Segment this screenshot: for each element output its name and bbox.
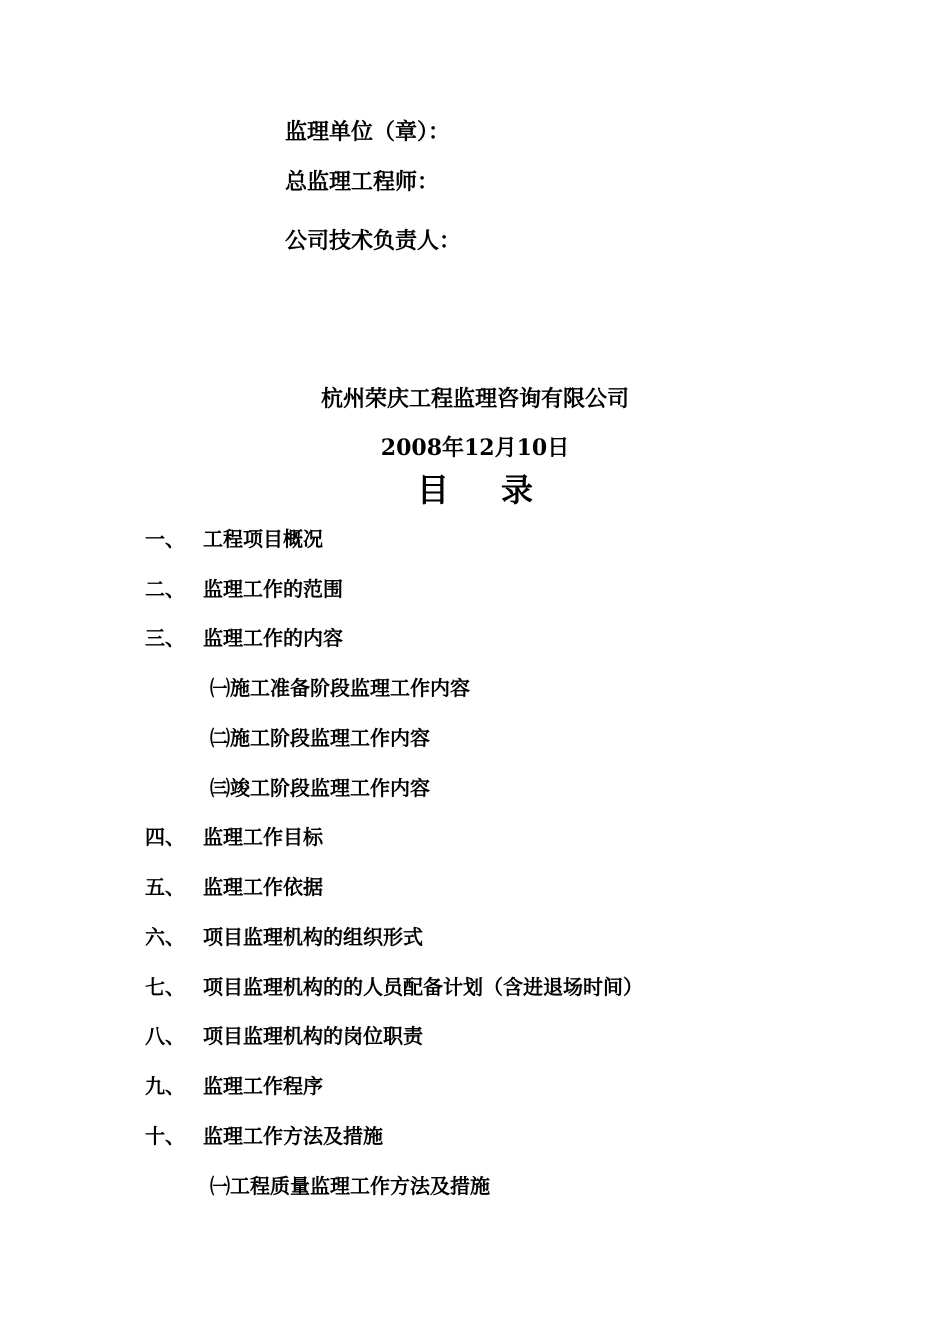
chief-supervisor-line: 总监理工程师：	[285, 169, 440, 195]
toc-item	[145, 823, 323, 851]
document-date: 2008年12月10日	[380, 435, 570, 461]
supervision-unit-seal-line: 监理单位（章）：	[285, 119, 451, 145]
toc-item	[145, 973, 643, 1001]
toc-item-text: 工程项目概况	[203, 527, 323, 551]
toc-subitem	[210, 774, 430, 802]
toc-subitem	[210, 674, 470, 702]
toc-title-right: 录	[501, 471, 534, 509]
toc-item-text: 监理工作依据	[203, 875, 323, 899]
toc-item	[145, 1022, 423, 1050]
toc-title	[0, 468, 950, 512]
toc-item	[145, 575, 343, 603]
toc-item-text: 监理工作程序	[203, 1074, 323, 1098]
toc-item-text: 监理工作的范围	[203, 577, 343, 601]
toc-item-number: 七、	[145, 975, 185, 999]
toc-item-number: 五、	[145, 875, 185, 899]
toc-item	[145, 1122, 383, 1150]
toc-item-number: 二、	[145, 577, 185, 601]
toc-item-text: 项目监理机构的组织形式	[203, 925, 423, 949]
toc-subitem-text: ㈠施工准备阶段监理工作内容	[210, 676, 470, 700]
toc-item-number: 九、	[145, 1074, 185, 1098]
toc-item-text: 项目监理机构的的人员配备计划（含进退场时间）	[203, 975, 643, 999]
toc-item-number: 三、	[145, 626, 185, 650]
toc-title-left: 目	[416, 471, 449, 509]
toc-item	[145, 1072, 323, 1100]
toc-item	[145, 525, 323, 553]
toc-subitem	[210, 724, 430, 752]
toc-subitem-text: ㈡施工阶段监理工作内容	[210, 726, 430, 750]
toc-item-text: 项目监理机构的岗位职责	[203, 1024, 423, 1048]
toc-subitem-text: ㈠工程质量监理工作方法及措施	[210, 1174, 490, 1198]
company-name: 杭州荣庆工程监理咨询有限公司	[320, 386, 629, 412]
toc-subitem	[210, 1172, 490, 1200]
toc-subitem-text: ㈢竣工阶段监理工作内容	[210, 776, 430, 800]
toc-item-number: 八、	[145, 1024, 185, 1048]
toc-item	[145, 923, 423, 951]
toc-item-number: 六、	[145, 925, 185, 949]
toc-item-number: 一、	[145, 527, 185, 551]
technical-director-line: 公司技术负责人：	[285, 228, 462, 254]
toc-item-number: 四、	[145, 825, 185, 849]
toc-item-text: 监理工作的内容	[203, 626, 343, 650]
toc-item-text: 监理工作方法及措施	[203, 1124, 383, 1148]
toc-item-text: 监理工作目标	[203, 825, 323, 849]
toc-item-number: 十、	[145, 1124, 185, 1148]
toc-item	[145, 873, 323, 901]
toc-item	[145, 624, 343, 652]
